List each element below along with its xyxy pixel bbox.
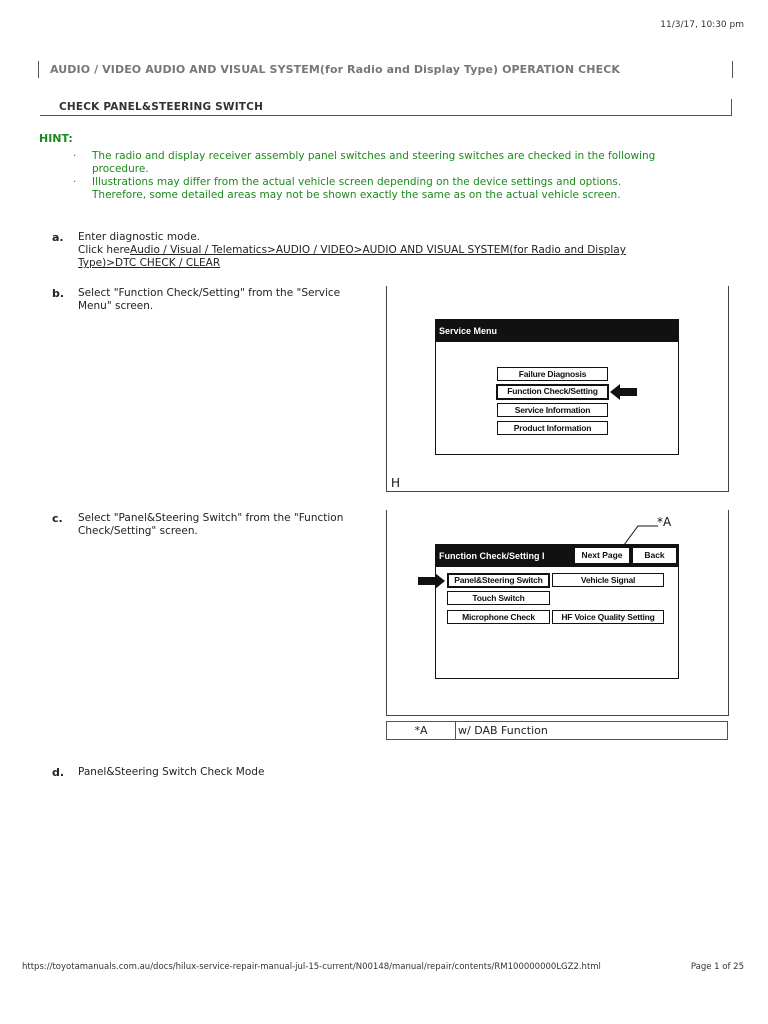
panel-steering-switch-button[interactable]: Panel&Steering Switch bbox=[447, 573, 550, 588]
click-here-text: Click here bbox=[78, 244, 131, 256]
step-b-letter: b. bbox=[52, 287, 65, 300]
hint-item-2-line2: Therefore, some detailed areas may not be shown exactly the same as on the actual vehicle screen. bbox=[92, 189, 621, 201]
product-information-button[interactable]: Product Information bbox=[497, 421, 608, 435]
service-menu-screen bbox=[435, 319, 679, 455]
step-c-line1: Select "Panel&Steering Switch" from the "Function bbox=[78, 512, 344, 524]
service-information-button[interactable]: Service Information bbox=[497, 403, 608, 417]
dtc-check-link-continued[interactable]: Type)>DTC CHECK / CLEAR bbox=[78, 257, 221, 269]
legend-table bbox=[386, 721, 728, 740]
figure1-frame-left bbox=[386, 286, 387, 492]
figure1-corner-label: H bbox=[391, 476, 401, 490]
left-arrow-icon bbox=[610, 383, 638, 401]
figure2-frame-bottom bbox=[386, 715, 729, 716]
figure2-frame-right bbox=[728, 510, 729, 716]
footer-page-number: Page 1 of 25 bbox=[690, 962, 744, 972]
step-a-link-line bbox=[78, 244, 626, 257]
step-a-letter: a. bbox=[52, 231, 64, 244]
figure2-frame-left bbox=[386, 510, 387, 716]
figure1-frame-right bbox=[728, 286, 729, 492]
step-b-line2: Menu" screen. bbox=[78, 300, 154, 312]
hint-item-1-line1: The radio and display receiver assembly panel switches and steering switches are checked in the following bbox=[92, 150, 656, 162]
hint-bullet-2: · bbox=[73, 176, 77, 188]
hint-bullet-1: · bbox=[73, 150, 77, 162]
right-arrow-icon bbox=[418, 572, 446, 590]
section-heading: CHECK PANEL&STEERING SWITCH bbox=[59, 101, 264, 113]
step-a-text: Enter diagnostic mode. bbox=[78, 231, 201, 243]
hint-label: HINT: bbox=[39, 132, 73, 145]
legend-value: w/ DAB Function bbox=[458, 724, 548, 737]
function-check-setting-button[interactable]: Function Check/Setting bbox=[496, 384, 609, 400]
callout-a-label: *A bbox=[657, 515, 672, 529]
hf-voice-quality-setting-button[interactable]: HF Voice Quality Setting bbox=[552, 610, 664, 624]
service-menu-title: Service Menu bbox=[436, 320, 678, 342]
back-button[interactable]: Back bbox=[633, 548, 676, 563]
function-check-title: Function Check/Setting I bbox=[436, 545, 678, 567]
step-c-letter: c. bbox=[52, 512, 63, 525]
step-b-line1: Select "Function Check/Setting" from the "Service bbox=[78, 287, 341, 299]
dtc-check-link[interactable]: Audio / Visual / Telematics>AUDIO / VIDEO>AUDIO AND VISUAL SYSTEM(for Radio and Display bbox=[130, 244, 626, 256]
footer-url: https://toyotamanuals.com.au/docs/hilux-service-repair-manual-jul-15-current/N00148/manual/repair/contents/RM100000000LGZ2.html bbox=[22, 962, 601, 972]
touch-switch-button[interactable]: Touch Switch bbox=[447, 591, 550, 605]
function-check-screen bbox=[435, 544, 679, 679]
figure1-frame-bottom bbox=[386, 491, 729, 492]
step-c-line2: Check/Setting" screen. bbox=[78, 525, 198, 537]
step-d-text: Panel&Steering Switch Check Mode bbox=[78, 766, 265, 778]
page-title: AUDIO / VIDEO AUDIO AND VISUAL SYSTEM(for Radio and Display Type) OPERATION CHECK bbox=[50, 63, 621, 76]
vehicle-signal-button[interactable]: Vehicle Signal bbox=[552, 573, 664, 587]
next-page-button[interactable]: Next Page bbox=[575, 548, 629, 563]
hint-item-1-line2: procedure. bbox=[92, 163, 149, 175]
microphone-check-button[interactable]: Microphone Check bbox=[447, 610, 550, 624]
step-d-letter: d. bbox=[52, 766, 65, 779]
legend-key: *A bbox=[387, 722, 456, 739]
hint-item-2-line1: Illustrations may differ from the actual vehicle screen depending on the device settings and options. bbox=[92, 176, 622, 188]
print-timestamp: 11/3/17, 10:30 pm bbox=[660, 20, 744, 30]
failure-diagnosis-button[interactable]: Failure Diagnosis bbox=[497, 367, 608, 381]
